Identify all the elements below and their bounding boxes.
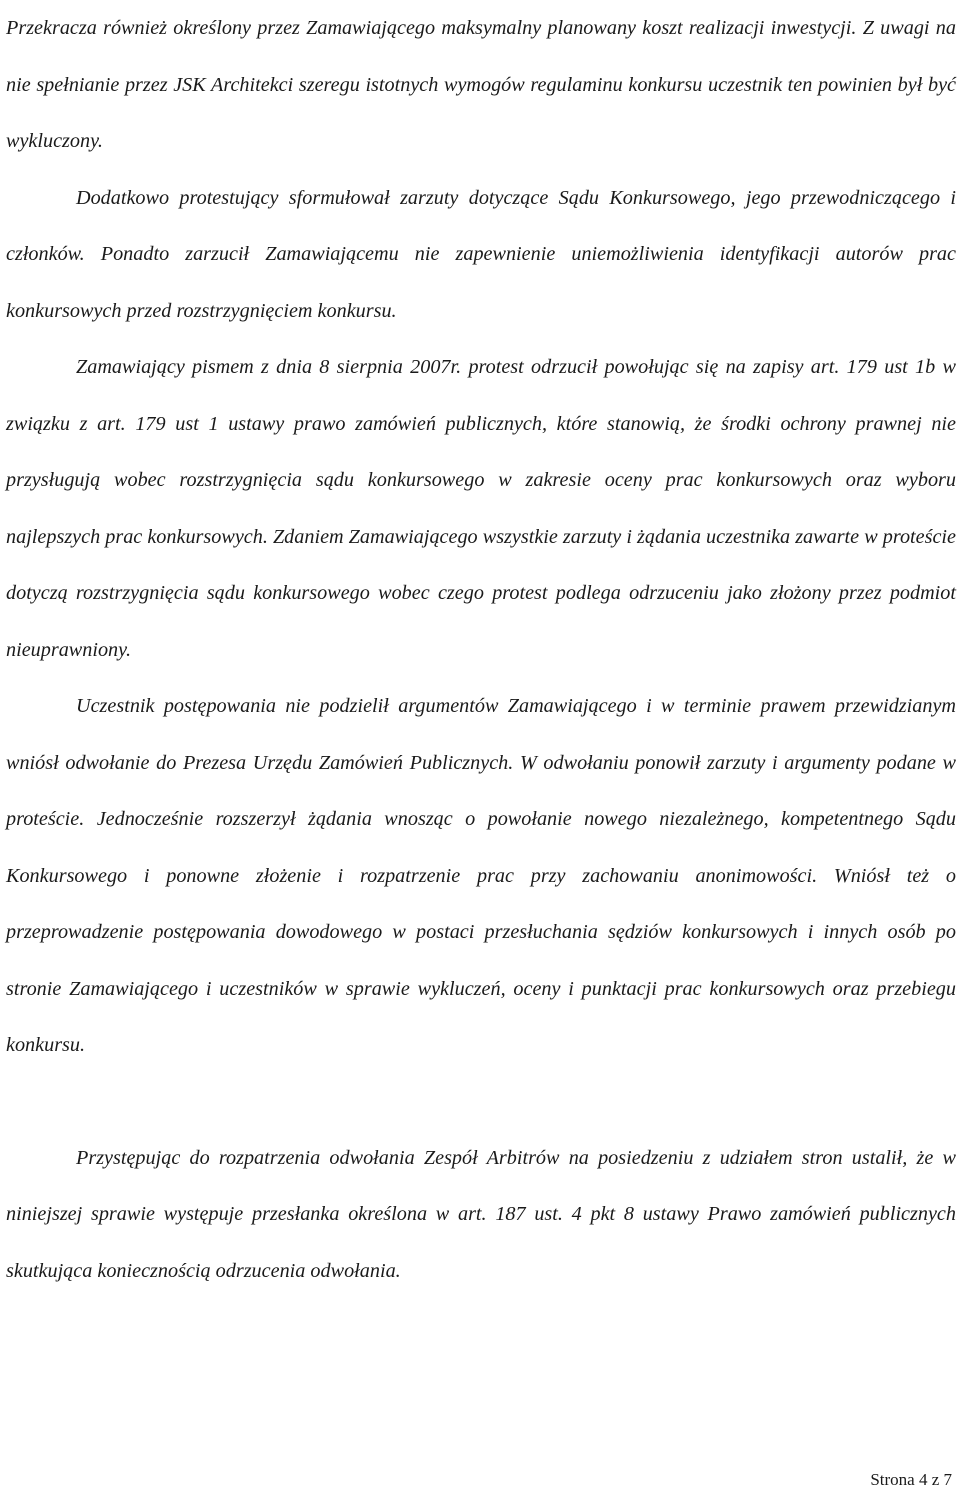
paragraph-arbitrators: Przystępując do rozpatrzenia odwołania Zespół Arbitrów na posiedzeniu z udziałem stron ustalił, że w niniejszej sprawie występuje przesłanka określona w art. 187 ust. 4 pkt 8 ustawy Prawo zamówień publicznych skutkująca koniecznością odrzucenia odwołania. [6,1146,956,1282]
paragraph-additional-charges: Dodatkowo protestujący sformułował zarzuty dotyczące Sądu Konkursowego, jego przewodniczącego i członków. Ponadto zarzucił Zamawiającemu nie zapewnienie uniemożliwienia identyfikacji autorów prac konkursowych przed rozstrzygnięciem konkursu. [6,186,956,322]
paragraph-gap [6,1074,956,1130]
paragraph-continuation: Przekracza również określony przez Zamawiającego maksymalny planowany koszt realizacji inwestycji. Z uwagi na nie spełnianie przez JSK Architekci szeregu istotnych wymogów regulaminu konkursu uczestnik ten powinien był być wykluczony. [6,17,956,152]
paragraph-protest-rejection: Zamawiający pismem z dnia 8 sierpnia 2007r. protest odrzucił powołując się na zapisy art. 179 ust 1b w związku z art. 179 ust 1 ustawy prawo zamówień publicznych, które stanowią, że środki ochrony prawnej nie przysługują wobec rozstrzygnięcia sądu konkursowego w zakresie oceny prac konkursowych oraz wyboru najlepszych prac konkursowych. Zdaniem Zamawiającego wszystkie zarzuty i żądania uczestnika zawarte w proteście dotyczą rozstrzygnięcia sądu konkursowego wobec czego protest podlega odrzuceniu jako złożony przez podmiot nieuprawniony. [6,356,956,661]
document-body [6,0,956,1299]
paragraph-appeal: Uczestnik postępowania nie podzielił argumentów Zamawiającego i w terminie prawem przewidzianym wniósł odwołanie do Prezesa Urzędu Zamówień Publicznych. W odwołaniu ponowił zarzuty i argumenty podane w proteście. Jednocześnie rozszerzył żądania wnosząc o powołanie nowego niezależnego, kompetentnego Sądu Konkursowego i ponowne złożenie i rozpatrzenie prac przy zachowaniu anonimowości. Wniósł też o przeprowadzenie postępowania dowodowego w postaci przesłuchania sędziów konkursowych i innych osób po stronie Zamawiającego i uczestników w sprawie wykluczeń, oceny i punktacji prac konkursowych oraz przebiegu konkursu. [6,695,956,1056]
page-number: Strona 4 z 7 [870,1470,952,1489]
